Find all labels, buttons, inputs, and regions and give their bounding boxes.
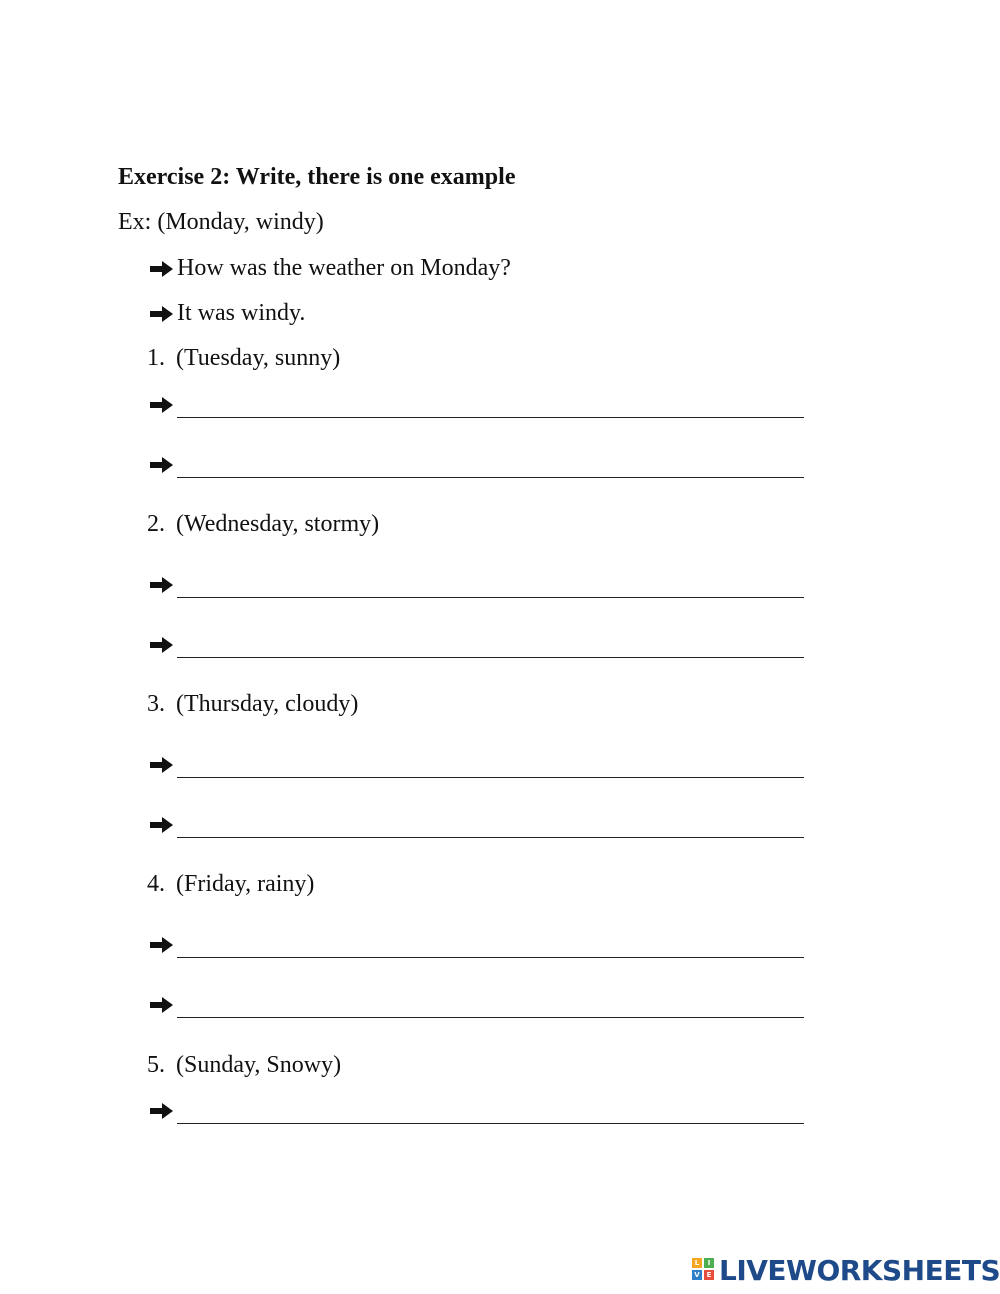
item-2-prompt: [147, 511, 379, 538]
item-1-prompt: [147, 345, 340, 372]
right-arrow-icon: [147, 573, 177, 597]
example-answer-text: How was the weather on Monday?: [177, 255, 511, 281]
item-number: 5.: [147, 1052, 165, 1078]
item-number: 2.: [147, 511, 165, 537]
item-prompt-text: (Sunday, Snowy): [176, 1052, 342, 1078]
item-1-answer-statement[interactable]: [147, 453, 807, 477]
item-prompt-text: (Friday, rainy): [176, 871, 315, 897]
item-number: 1.: [147, 345, 165, 371]
item-4-answer-question[interactable]: [147, 933, 807, 957]
item-4-prompt: [147, 871, 314, 898]
item-1-answer-question[interactable]: [147, 393, 807, 417]
item-3-prompt: [147, 691, 358, 718]
right-arrow-icon: [147, 933, 177, 957]
example-answer-statement: [147, 300, 305, 327]
answer-blank[interactable]: [177, 837, 804, 838]
item-5-answer-question[interactable]: [147, 1099, 807, 1123]
item-5-prompt: [147, 1052, 341, 1079]
logo-tile: E: [704, 1270, 714, 1280]
right-arrow-icon: [147, 633, 177, 657]
right-arrow-icon: [147, 1099, 177, 1123]
liveworksheets-logo[interactable]: [692, 1253, 1000, 1287]
right-arrow-icon: [147, 302, 177, 326]
right-arrow-icon: [147, 753, 177, 777]
example-prompt: Ex: (Monday, windy): [118, 209, 324, 235]
logo-tile: I: [704, 1258, 714, 1268]
item-prompt-text: (Thursday, cloudy): [176, 691, 359, 717]
right-arrow-icon: [147, 813, 177, 837]
logo-text: LIVEWORKSHEETS: [719, 1253, 1000, 1287]
item-4-answer-statement[interactable]: [147, 993, 807, 1017]
liveworksheets-logo-icon: [692, 1258, 716, 1282]
right-arrow-icon: [147, 257, 177, 281]
answer-blank[interactable]: [177, 1017, 804, 1018]
answer-blank[interactable]: [177, 957, 804, 958]
logo-tile: V: [692, 1270, 702, 1280]
logo-tile: L: [692, 1258, 702, 1268]
answer-blank[interactable]: [177, 477, 804, 478]
item-2-answer-question[interactable]: [147, 573, 807, 597]
answer-blank[interactable]: [177, 777, 804, 778]
item-prompt-text: (Tuesday, sunny): [176, 345, 341, 371]
example-answer-text: It was windy.: [177, 300, 306, 326]
item-number: 3.: [147, 691, 165, 717]
example-answer-question: [147, 255, 511, 282]
answer-blank[interactable]: [177, 597, 804, 598]
answer-blank[interactable]: [177, 657, 804, 658]
right-arrow-icon: [147, 453, 177, 477]
exercise-title: Exercise 2: Write, there is one example: [118, 164, 516, 190]
item-3-answer-question[interactable]: [147, 753, 807, 777]
item-prompt-text: (Wednesday, stormy): [176, 511, 380, 537]
item-number: 4.: [147, 871, 165, 897]
answer-blank[interactable]: [177, 1123, 804, 1124]
answer-blank[interactable]: [177, 417, 804, 418]
item-3-answer-statement[interactable]: [147, 813, 807, 837]
right-arrow-icon: [147, 993, 177, 1017]
item-2-answer-statement[interactable]: [147, 633, 807, 657]
right-arrow-icon: [147, 393, 177, 417]
